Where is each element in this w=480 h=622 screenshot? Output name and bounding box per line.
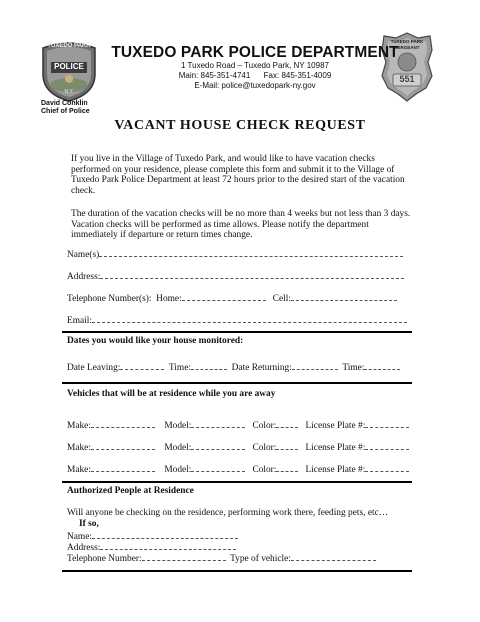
department-name: TUXEDO PARK POLICE DEPARTMENT [111, 44, 399, 61]
auth-phone-row [67, 552, 376, 564]
email-field[interactable] [92, 314, 407, 323]
leaving-time-label: Time: [168, 363, 191, 373]
auth-phone-label: Telephone Number: [67, 554, 142, 564]
address-label: Address: [67, 272, 101, 282]
email-label: Email: [67, 316, 92, 326]
license-plate-label: License Plate #: [305, 421, 366, 431]
date-leaving-field[interactable] [120, 361, 164, 370]
patch-state: N.Y. [64, 89, 74, 95]
authorized-question: Will anyone be checking on the residence, performing work there, feeding pets, etc… [67, 508, 389, 518]
model-field[interactable] [191, 419, 245, 428]
cell-phone-field[interactable] [291, 292, 397, 301]
license-plate-label: License Plate #: [305, 465, 366, 475]
section-divider [62, 382, 412, 384]
telephone-row [67, 292, 397, 304]
if-so-label: If so, [79, 519, 99, 529]
badge-number: 551 [399, 74, 415, 84]
make-field[interactable] [91, 419, 155, 428]
color-field[interactable] [276, 463, 298, 472]
date-returning-label: Date Returning: [231, 363, 292, 373]
model-label: Model: [164, 443, 192, 453]
color-label: Color: [252, 421, 277, 431]
authorized-heading: Authorized People at Residence [67, 486, 194, 496]
color-label: Color: [252, 443, 277, 453]
form-title: VACANT HOUSE CHECK REQUEST [114, 118, 366, 133]
leaving-time-field[interactable] [191, 361, 227, 370]
name-field[interactable] [99, 248, 403, 257]
license-plate-label: License Plate #: [305, 443, 366, 453]
name-label: Name(s) [67, 250, 100, 260]
patch-word: POLICE [54, 62, 84, 71]
badge-rank-text: SERGEANT [394, 45, 420, 50]
color-label: Color: [252, 465, 277, 475]
auth-name-field[interactable] [92, 530, 238, 539]
auth-phone-field[interactable] [142, 552, 226, 561]
model-label: Model: [164, 421, 192, 431]
badge-top-text: TUXEDO PARK [390, 39, 424, 44]
vehicle-type-label: Type of vehicle: [230, 554, 291, 564]
section-divider [62, 570, 412, 572]
auth-name-label: Name: [67, 532, 92, 542]
vehicle-row [67, 419, 409, 431]
make-label: Make: [67, 443, 91, 453]
duration-paragraph: The duration of the vacation checks will be no more than 4 weeks but not less than 3 days. Vacation checks will be performed as time allows. Please notify the department immediately if departure or return times change. [71, 209, 411, 241]
returning-time-label: Time: [342, 363, 365, 373]
make-field[interactable] [91, 441, 155, 450]
model-label: Model: [164, 465, 192, 475]
vehicle-row [67, 441, 409, 453]
address-field[interactable] [100, 270, 404, 279]
chief-name: David Conklin [41, 100, 88, 107]
email-row [67, 314, 407, 326]
vehicle-type-field[interactable] [291, 552, 376, 561]
make-label: Make: [67, 421, 91, 431]
section-divider [62, 481, 412, 483]
returning-time-field[interactable] [364, 361, 400, 370]
chief-title: Chief of Police [41, 108, 90, 115]
auth-address-label: Address: [67, 543, 101, 553]
department-address: 1 Tuxedo Road – Tuxedo Park, NY 10987 [181, 61, 329, 70]
intro-paragraph: If you live in the Village of Tuxedo Park, and would like to have vacation checks performed on your residence, please complete this form and submit it to the Village of Tuxedo Park Police Department at least 72 hours prior to the desired start of the vacation check. [71, 154, 405, 197]
patch-arc-text: TUXEDO PARK [47, 43, 91, 49]
vehicles-heading: Vehicles that will be at residence while you are away [67, 389, 276, 399]
section-divider [62, 331, 412, 333]
name-row [67, 248, 403, 260]
auth-address-field[interactable] [100, 541, 236, 550]
license-plate-field[interactable] [365, 463, 409, 472]
license-plate-field[interactable] [365, 419, 409, 428]
department-phones: Main: 845-351-4741 Fax: 845-351-4009 [178, 71, 332, 80]
license-plate-field[interactable] [365, 441, 409, 450]
telephone-label: Telephone Number(s): [67, 294, 152, 304]
color-field[interactable] [276, 419, 298, 428]
make-field[interactable] [91, 463, 155, 472]
dates-row [67, 361, 400, 373]
home-phone-field[interactable] [182, 292, 266, 301]
vehicle-row [67, 463, 409, 475]
date-leaving-label: Date Leaving: [67, 363, 121, 373]
cell-phone-label: Cell: [272, 294, 291, 304]
color-field[interactable] [276, 441, 298, 450]
home-phone-label: Home: [156, 294, 182, 304]
department-email: E-Mail: police@tuxedopark-ny.gov [194, 81, 316, 90]
date-returning-field[interactable] [292, 361, 338, 370]
model-field[interactable] [191, 441, 245, 450]
dates-heading: Dates you would like your house monitored: [67, 336, 244, 346]
make-label: Make: [67, 465, 91, 475]
address-row [67, 270, 404, 282]
model-field[interactable] [191, 463, 245, 472]
